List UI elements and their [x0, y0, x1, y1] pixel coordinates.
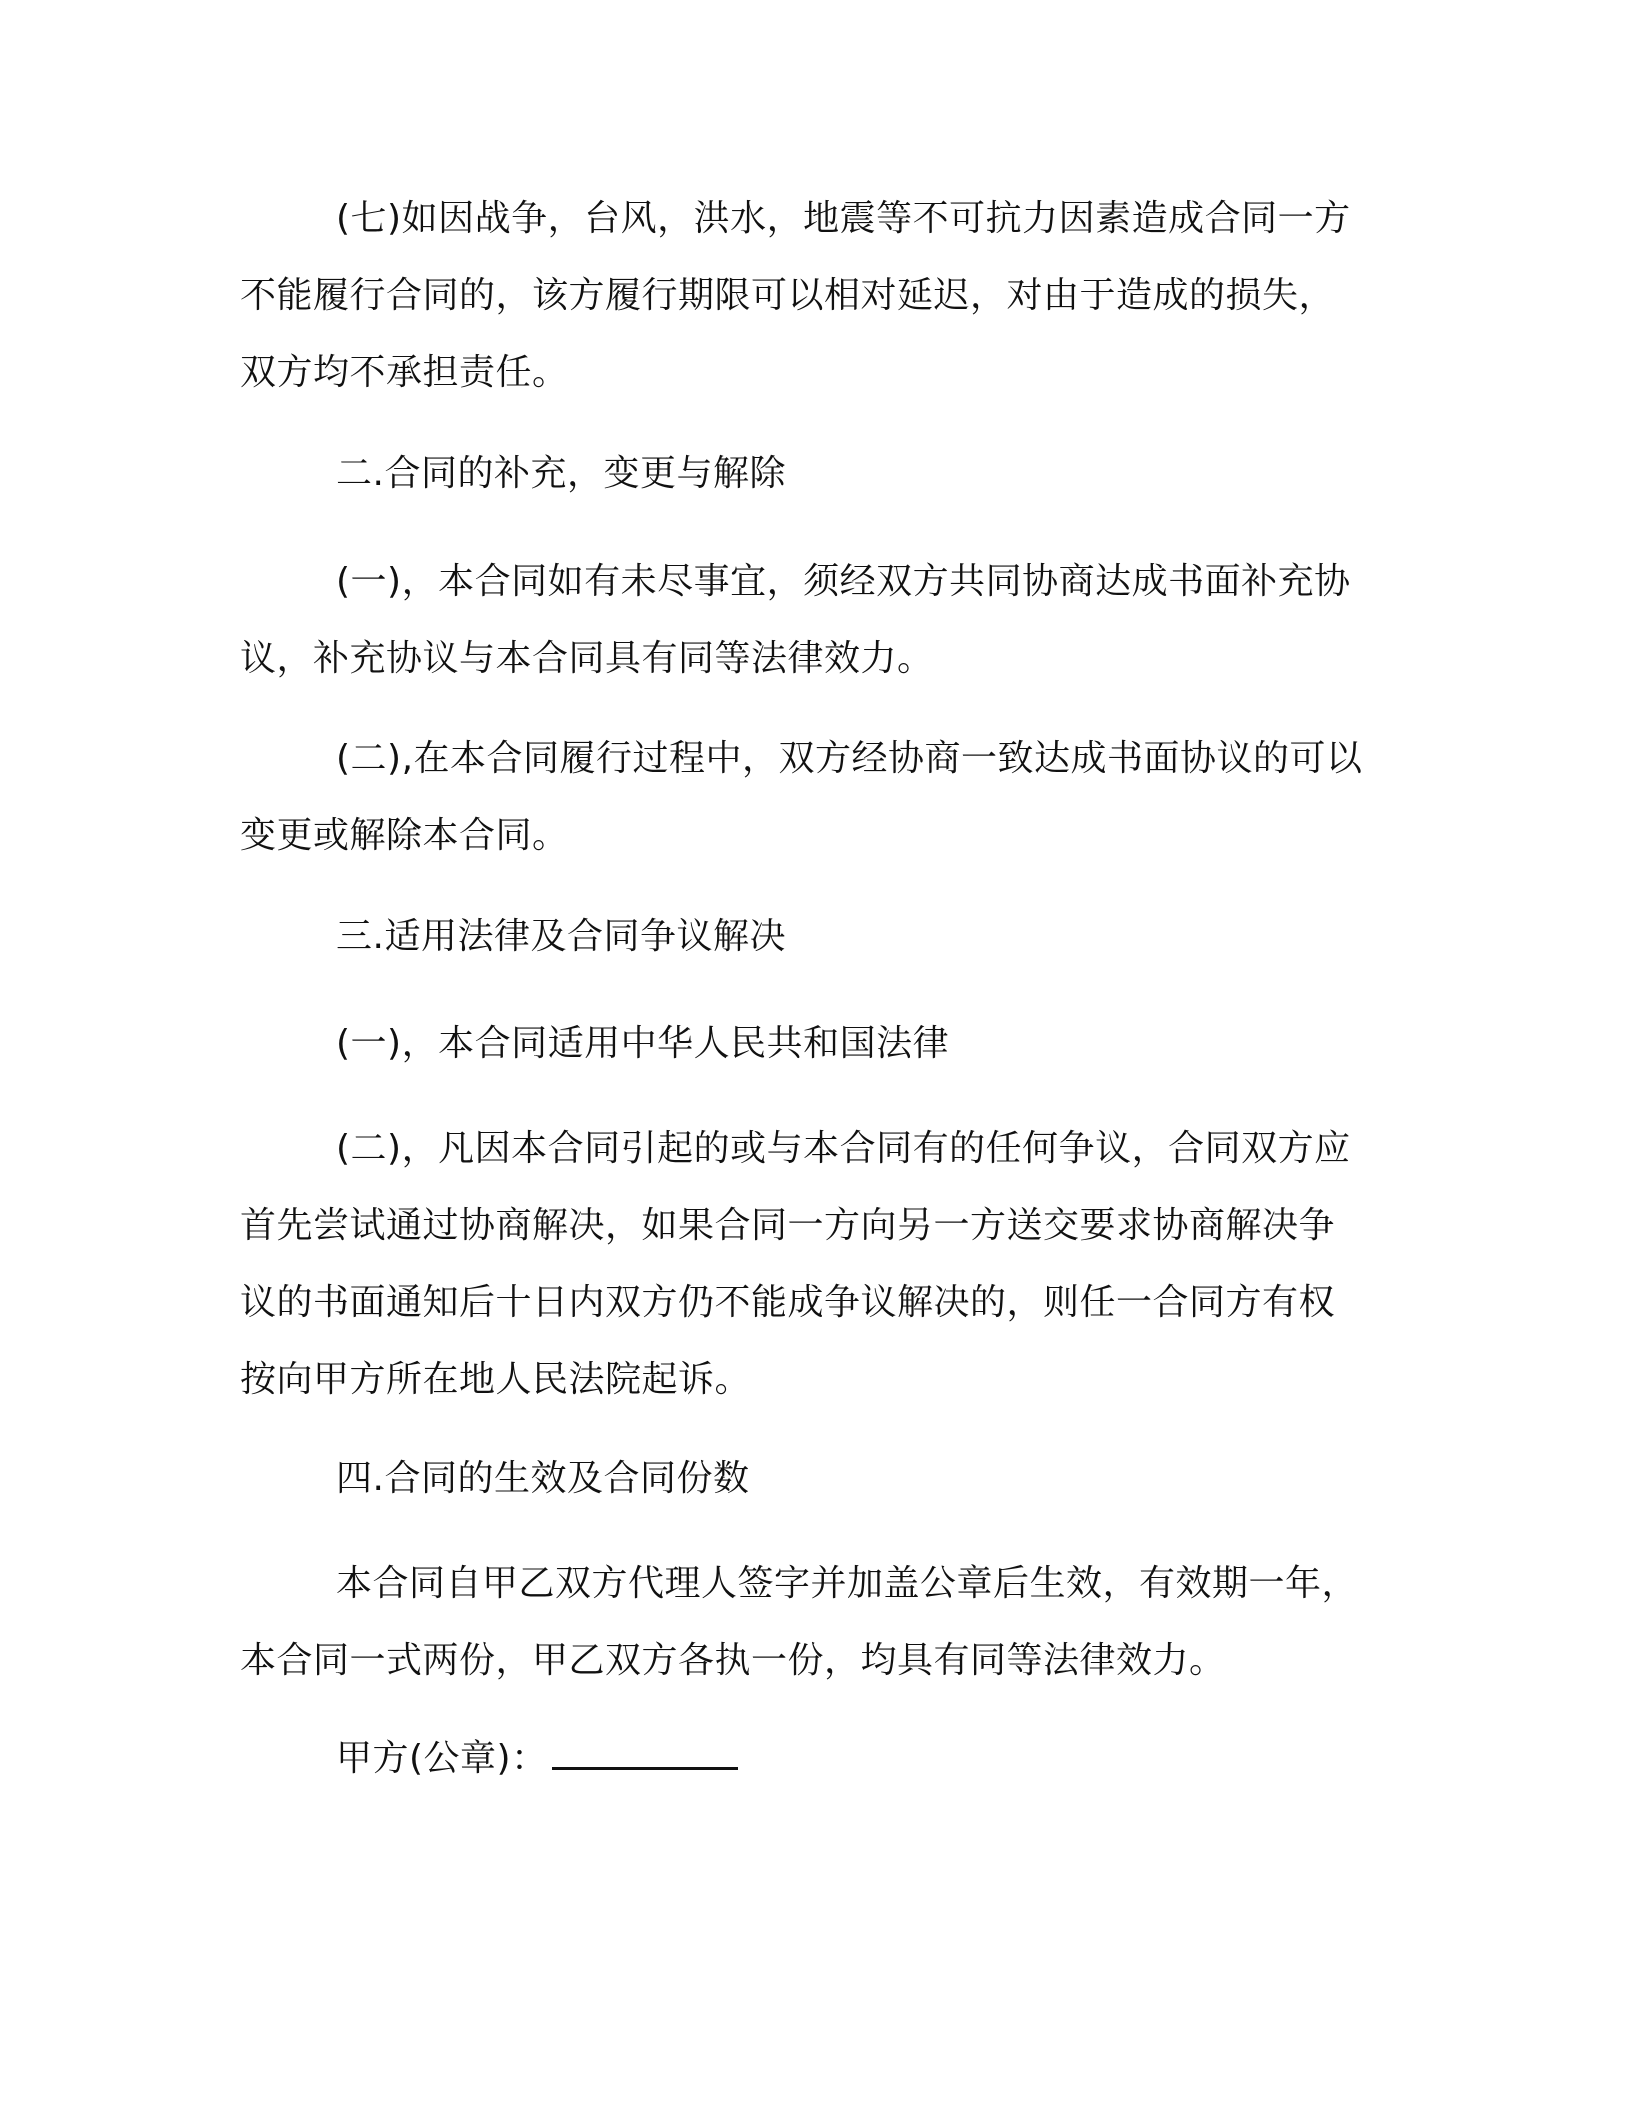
- section-3-clause-2-line-2: 首先尝试通过协商解决，如果合同一方向另一方送交要求协商解决争: [240, 1205, 1336, 1246]
- section-3-clause-1: [240, 1005, 1380, 1082]
- clause-7-paragraph: [240, 180, 1380, 411]
- section-3-clause-2-line-3: 议的书面通知后十日内双方仍不能成争议解决的，则任一合同方有权: [240, 1282, 1336, 1323]
- section-4-line-1: 本合同自甲乙双方代理人签字并加盖公章后生效，有效期一年，: [336, 1563, 1359, 1604]
- signature-label: 甲方(公章)：: [336, 1738, 548, 1779]
- section-2-clause-2-line-2: 变更或解除本合同。: [240, 815, 569, 856]
- section-2-clause-2: [240, 720, 1380, 874]
- section-2-clause-2-line-1: (二),在本合同履行过程中，双方经协商一致达成书面协议的可以: [336, 738, 1363, 779]
- section-3-heading-text: 三.适用法律及合同争议解决: [336, 916, 786, 957]
- section-3-clause-1-text: (一)，本合同适用中华人民共和国法律: [336, 1023, 950, 1064]
- clause-7-line-1: (七)如因战争，台风，洪水，地震等不可抗力因素造成合同一方: [336, 198, 1351, 239]
- section-4-paragraph: [240, 1545, 1380, 1699]
- section-4-heading-text: 四.合同的生效及合同份数: [336, 1458, 750, 1499]
- section-2-heading-text: 二.合同的补充，变更与解除: [336, 453, 786, 494]
- signature-line: [240, 1720, 1380, 1797]
- section-2-heading: [240, 435, 1380, 512]
- clause-7-line-3: 双方均不承担责任。: [240, 352, 569, 393]
- section-3-clause-2-line-4: 按向甲方所在地人民法院起诉。: [240, 1359, 752, 1400]
- section-2-clause-1-line-2: 议，补充协议与本合同具有同等法律效力。: [240, 638, 934, 679]
- signature-block: [240, 1720, 1380, 1797]
- signature-blank-line: [552, 1737, 738, 1770]
- section-3-heading: [240, 898, 1380, 975]
- section-3-clause-2-line-1: (二)，凡因本合同引起的或与本合同有的任何争议，合同双方应: [336, 1128, 1351, 1169]
- section-2-clause-1-line-1: (一)，本合同如有未尽事宜，须经双方共同协商达成书面补充协: [336, 561, 1351, 602]
- clause-7-line-2: 不能履行合同的，该方履行期限可以相对延迟，对由于造成的损失，: [240, 275, 1336, 316]
- section-4-line-2: 本合同一式两份，甲乙双方各执一份，均具有同等法律效力。: [240, 1640, 1226, 1681]
- section-2-clause-1: [240, 543, 1380, 697]
- section-3-clause-2: [240, 1110, 1380, 1418]
- section-4-heading: [240, 1440, 1380, 1517]
